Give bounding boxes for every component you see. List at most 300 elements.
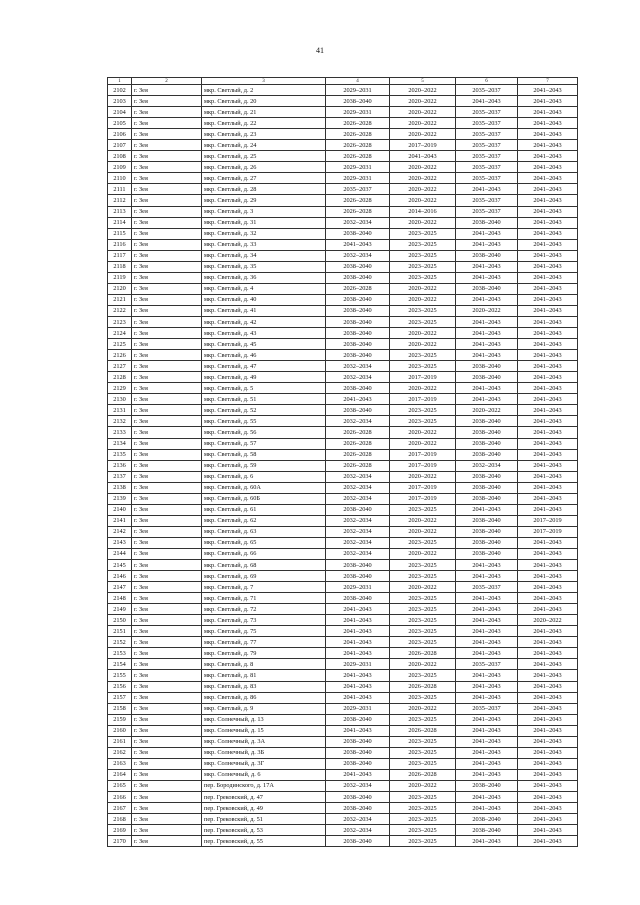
settlement-cell: г. Зея	[132, 692, 202, 703]
address-cell: мкр. Светлый, д. 24	[202, 140, 326, 151]
period-col7-cell: 2041–2043	[518, 173, 578, 184]
period-col7-cell: 2041–2043	[518, 294, 578, 305]
address-cell: мкр. Светлый, д. 81	[202, 670, 326, 681]
address-cell: мкр. Светлый, д. 21	[202, 107, 326, 118]
address-cell: мкр. Светлый, д. 46	[202, 350, 326, 361]
period-col5-cell: 2023–2025	[390, 416, 456, 427]
table-row	[108, 714, 578, 725]
period-col5-cell: 2020–2022	[390, 283, 456, 294]
period-col7-cell: 2041–2043	[518, 283, 578, 294]
settlement-cell: г. Зея	[132, 184, 202, 195]
period-col6-cell: 2041–2043	[456, 593, 518, 604]
period-col7-cell: 2041–2043	[518, 681, 578, 692]
period-col7-cell: 2041–2043	[518, 383, 578, 394]
table-row	[108, 670, 578, 681]
period-col4-cell: 2026–2028	[326, 195, 390, 206]
row-number-cell: 2136	[108, 460, 132, 471]
row-number-cell: 2129	[108, 383, 132, 394]
row-number-cell: 2156	[108, 681, 132, 692]
period-col4-cell: 2041–2043	[326, 604, 390, 615]
settlement-cell: г. Зея	[132, 118, 202, 129]
period-col6-cell: 2038–2040	[456, 537, 518, 548]
settlement-cell: г. Зея	[132, 703, 202, 714]
address-cell: мкр. Светлый, д. 42	[202, 316, 326, 327]
table-row	[108, 261, 578, 272]
settlement-cell: г. Зея	[132, 283, 202, 294]
period-col6-cell: 2041–2043	[456, 736, 518, 747]
period-col4-cell: 2032–2034	[326, 482, 390, 493]
row-number-cell: 2144	[108, 548, 132, 559]
period-col6-cell: 2041–2043	[456, 261, 518, 272]
period-col7-cell: 2041–2043	[518, 548, 578, 559]
settlement-cell: г. Зея	[132, 482, 202, 493]
period-col7-cell: 2041–2043	[518, 714, 578, 725]
period-col6-cell: 2038–2040	[456, 515, 518, 526]
period-col7-cell: 2041–2043	[518, 394, 578, 405]
period-col5-cell: 2020–2022	[390, 438, 456, 449]
settlement-cell: г. Зея	[132, 129, 202, 140]
period-col4-cell: 2041–2043	[326, 670, 390, 681]
period-col4-cell: 2032–2034	[326, 814, 390, 825]
settlement-cell: г. Зея	[132, 96, 202, 107]
period-col6-cell: 2041–2043	[456, 758, 518, 769]
period-col6-cell: 2038–2040	[456, 449, 518, 460]
period-col7-cell: 2041–2043	[518, 162, 578, 173]
period-col4-cell: 2026–2028	[326, 449, 390, 460]
period-col5-cell: 2020–2022	[390, 118, 456, 129]
period-col5-cell: 2020–2022	[390, 526, 456, 537]
period-col7-cell: 2041–2043	[518, 118, 578, 129]
period-col4-cell: 2041–2043	[326, 615, 390, 626]
row-number-cell: 2120	[108, 283, 132, 294]
table-row	[108, 493, 578, 504]
period-col4-cell: 2038–2040	[326, 328, 390, 339]
period-col6-cell: 2035–2037	[456, 206, 518, 217]
period-col4-cell: 2041–2043	[326, 725, 390, 736]
table-row	[108, 438, 578, 449]
table-row	[108, 305, 578, 316]
settlement-cell: г. Зея	[132, 438, 202, 449]
period-col5-cell: 2026–2028	[390, 648, 456, 659]
period-col7-cell: 2041–2043	[518, 836, 578, 847]
period-col4-cell: 2026–2028	[326, 283, 390, 294]
period-col6-cell: 2041–2043	[456, 328, 518, 339]
settlement-cell: г. Зея	[132, 339, 202, 350]
period-col5-cell: 2023–2025	[390, 537, 456, 548]
period-col6-cell: 2038–2040	[456, 548, 518, 559]
period-col5-cell: 2023–2025	[390, 836, 456, 847]
table-row	[108, 272, 578, 283]
row-number-cell: 2166	[108, 792, 132, 803]
period-col4-cell: 2041–2043	[326, 626, 390, 637]
settlement-cell: г. Зея	[132, 361, 202, 372]
period-col7-cell: 2041–2043	[518, 725, 578, 736]
period-col4-cell: 2026–2028	[326, 427, 390, 438]
table-row	[108, 228, 578, 239]
table-row	[108, 239, 578, 250]
period-col5-cell: 2023–2025	[390, 792, 456, 803]
row-number-cell: 2137	[108, 471, 132, 482]
period-col5-cell: 2023–2025	[390, 714, 456, 725]
period-col6-cell: 2038–2040	[456, 493, 518, 504]
period-col5-cell: 2041–2043	[390, 151, 456, 162]
period-col5-cell: 2023–2025	[390, 626, 456, 637]
row-number-cell: 2163	[108, 758, 132, 769]
column-header: 1	[108, 78, 132, 85]
period-col6-cell: 2038–2040	[456, 427, 518, 438]
period-col7-cell: 2041–2043	[518, 736, 578, 747]
period-col6-cell: 2041–2043	[456, 670, 518, 681]
period-col7-cell: 2041–2043	[518, 482, 578, 493]
period-col7-cell: 2041–2043	[518, 769, 578, 780]
period-col4-cell: 2038–2040	[326, 803, 390, 814]
settlement-cell: г. Зея	[132, 714, 202, 725]
settlement-cell: г. Зея	[132, 394, 202, 405]
period-col5-cell: 2023–2025	[390, 747, 456, 758]
period-col4-cell: 2038–2040	[326, 571, 390, 582]
period-col5-cell: 2023–2025	[390, 261, 456, 272]
period-col5-cell: 2020–2022	[390, 471, 456, 482]
address-cell: мкр. Светлый, д. 52	[202, 405, 326, 416]
table-row	[108, 372, 578, 383]
settlement-cell: г. Зея	[132, 316, 202, 327]
period-col7-cell: 2041–2043	[518, 140, 578, 151]
period-col7-cell: 2041–2043	[518, 792, 578, 803]
period-col4-cell: 2032–2034	[326, 548, 390, 559]
period-col4-cell: 2038–2040	[326, 593, 390, 604]
row-number-cell: 2153	[108, 648, 132, 659]
period-col4-cell: 2038–2040	[326, 747, 390, 758]
table-row	[108, 692, 578, 703]
period-col7-cell: 2041–2043	[518, 571, 578, 582]
row-number-cell: 2140	[108, 504, 132, 515]
period-col4-cell: 2032–2034	[326, 825, 390, 836]
table-row	[108, 140, 578, 151]
period-col4-cell: 2038–2040	[326, 228, 390, 239]
period-col7-cell: 2041–2043	[518, 703, 578, 714]
table-row	[108, 383, 578, 394]
period-col7-cell: 2041–2043	[518, 593, 578, 604]
period-col7-cell: 2017–2019	[518, 526, 578, 537]
row-number-cell: 2119	[108, 272, 132, 283]
settlement-cell: г. Зея	[132, 780, 202, 791]
table-row	[108, 648, 578, 659]
period-col6-cell: 2035–2037	[456, 659, 518, 670]
row-number-cell: 2161	[108, 736, 132, 747]
period-col5-cell: 2014–2016	[390, 206, 456, 217]
period-col7-cell: 2041–2043	[518, 438, 578, 449]
settlement-cell: г. Зея	[132, 515, 202, 526]
row-number-cell: 2102	[108, 85, 132, 96]
period-col7-cell: 2041–2043	[518, 537, 578, 548]
address-cell: мкр. Светлый, д. 45	[202, 339, 326, 350]
period-col7-cell: 2020–2022	[518, 615, 578, 626]
row-number-cell: 2132	[108, 416, 132, 427]
address-cell: мкр. Светлый, д. 47	[202, 361, 326, 372]
address-cell: пер. Грековский, д. 55	[202, 836, 326, 847]
address-cell: мкр. Светлый, д. 25	[202, 151, 326, 162]
settlement-cell: г. Зея	[132, 825, 202, 836]
table-row	[108, 405, 578, 416]
period-col7-cell: 2041–2043	[518, 626, 578, 637]
row-number-cell: 2114	[108, 217, 132, 228]
address-cell: мкр. Светлый, д. 83	[202, 681, 326, 692]
period-col7-cell: 2041–2043	[518, 692, 578, 703]
period-col7-cell: 2041–2043	[518, 604, 578, 615]
settlement-cell: г. Зея	[132, 427, 202, 438]
address-cell: мкр. Светлый, д. 40	[202, 294, 326, 305]
settlement-cell: г. Зея	[132, 548, 202, 559]
row-number-cell: 2103	[108, 96, 132, 107]
period-col4-cell: 2032–2034	[326, 416, 390, 427]
row-number-cell: 2108	[108, 151, 132, 162]
address-cell: мкр. Светлый, д. 77	[202, 637, 326, 648]
period-col4-cell: 2038–2040	[326, 350, 390, 361]
period-col7-cell: 2041–2043	[518, 648, 578, 659]
row-number-cell: 2167	[108, 803, 132, 814]
period-col4-cell: 2041–2043	[326, 648, 390, 659]
period-col7-cell: 2041–2043	[518, 339, 578, 350]
table-row	[108, 836, 578, 847]
period-col4-cell: 2038–2040	[326, 96, 390, 107]
column-header: 4	[326, 78, 390, 85]
period-col7-cell: 2041–2043	[518, 107, 578, 118]
row-number-cell: 2134	[108, 438, 132, 449]
settlement-cell: г. Зея	[132, 162, 202, 173]
address-cell: мкр. Светлый, д. 22	[202, 118, 326, 129]
period-col6-cell: 2038–2040	[456, 471, 518, 482]
table-row	[108, 482, 578, 493]
period-col6-cell: 2041–2043	[456, 560, 518, 571]
table-row	[108, 316, 578, 327]
period-col7-cell: 2041–2043	[518, 206, 578, 217]
period-col6-cell: 2041–2043	[456, 96, 518, 107]
period-col4-cell: 2026–2028	[326, 438, 390, 449]
period-col6-cell: 2035–2037	[456, 173, 518, 184]
period-col7-cell: 2041–2043	[518, 217, 578, 228]
table-row	[108, 681, 578, 692]
address-cell: мкр. Светлый, д. 8	[202, 659, 326, 670]
period-col4-cell: 2038–2040	[326, 383, 390, 394]
period-col7-cell: 2041–2043	[518, 758, 578, 769]
address-cell: мкр. Светлый, д. 66	[202, 548, 326, 559]
table-row	[108, 814, 578, 825]
address-cell: пер. Грековский, д. 53	[202, 825, 326, 836]
row-number-cell: 2146	[108, 571, 132, 582]
settlement-cell: г. Зея	[132, 383, 202, 394]
row-number-cell: 2147	[108, 582, 132, 593]
address-cell: мкр. Светлый, д. 41	[202, 305, 326, 316]
period-col4-cell: 2041–2043	[326, 692, 390, 703]
address-cell: мкр. Светлый, д. 43	[202, 328, 326, 339]
period-col6-cell: 2041–2043	[456, 394, 518, 405]
table-row	[108, 626, 578, 637]
period-col5-cell: 2023–2025	[390, 825, 456, 836]
period-col6-cell: 2041–2043	[456, 681, 518, 692]
table-row	[108, 725, 578, 736]
settlement-cell: г. Зея	[132, 659, 202, 670]
settlement-cell: г. Зея	[132, 250, 202, 261]
period-col4-cell: 2038–2040	[326, 504, 390, 515]
period-col6-cell: 2020–2022	[456, 305, 518, 316]
period-col5-cell: 2020–2022	[390, 96, 456, 107]
settlement-cell: г. Зея	[132, 582, 202, 593]
period-col7-cell: 2041–2043	[518, 582, 578, 593]
period-col6-cell: 2041–2043	[456, 383, 518, 394]
table-row	[108, 294, 578, 305]
period-col5-cell: 2023–2025	[390, 692, 456, 703]
period-col7-cell: 2041–2043	[518, 825, 578, 836]
period-col6-cell: 2041–2043	[456, 504, 518, 515]
column-header: 3	[202, 78, 326, 85]
period-col4-cell: 2032–2034	[326, 471, 390, 482]
address-cell: мкр. Светлый, д. 7	[202, 582, 326, 593]
period-col6-cell: 2041–2043	[456, 239, 518, 250]
period-col4-cell: 2032–2034	[326, 217, 390, 228]
row-number-cell: 2169	[108, 825, 132, 836]
period-col5-cell: 2026–2028	[390, 725, 456, 736]
table-row	[108, 471, 578, 482]
row-number-cell: 2142	[108, 526, 132, 537]
period-col7-cell: 2041–2043	[518, 350, 578, 361]
address-cell: пер. Грековский, д. 51	[202, 814, 326, 825]
period-col4-cell: 2026–2028	[326, 460, 390, 471]
settlement-cell: г. Зея	[132, 626, 202, 637]
row-number-cell: 2157	[108, 692, 132, 703]
table-row	[108, 780, 578, 791]
row-number-cell: 2133	[108, 427, 132, 438]
settlement-cell: г. Зея	[132, 593, 202, 604]
period-col7-cell: 2041–2043	[518, 504, 578, 515]
settlement-cell: г. Зея	[132, 405, 202, 416]
period-col4-cell: 2041–2043	[326, 681, 390, 692]
period-col4-cell: 2038–2040	[326, 836, 390, 847]
row-number-cell: 2124	[108, 328, 132, 339]
period-col4-cell: 2032–2034	[326, 372, 390, 383]
period-col7-cell: 2041–2043	[518, 316, 578, 327]
period-col7-cell: 2041–2043	[518, 328, 578, 339]
period-col4-cell: 2041–2043	[326, 394, 390, 405]
address-cell: пер. Грековский, д. 49	[202, 803, 326, 814]
settlement-cell: г. Зея	[132, 228, 202, 239]
period-col5-cell: 2023–2025	[390, 250, 456, 261]
header-row	[108, 78, 578, 85]
period-col6-cell: 2041–2043	[456, 648, 518, 659]
period-col7-cell: 2041–2043	[518, 151, 578, 162]
period-col6-cell: 2041–2043	[456, 836, 518, 847]
period-col6-cell: 2041–2043	[456, 604, 518, 615]
address-cell: мкр. Светлый, д. 33	[202, 239, 326, 250]
period-col4-cell: 2029–2031	[326, 162, 390, 173]
row-number-cell: 2139	[108, 493, 132, 504]
address-cell: мкр. Светлый, д. 4	[202, 283, 326, 294]
period-col6-cell: 2038–2040	[456, 825, 518, 836]
period-col5-cell: 2017–2019	[390, 493, 456, 504]
period-col7-cell: 2041–2043	[518, 228, 578, 239]
period-col4-cell: 2038–2040	[326, 272, 390, 283]
column-header: 6	[456, 78, 518, 85]
row-number-cell: 2111	[108, 184, 132, 195]
address-cell: пер. Бородинского, д. 17А	[202, 780, 326, 791]
table-row	[108, 173, 578, 184]
table-row	[108, 747, 578, 758]
period-col7-cell: 2041–2043	[518, 427, 578, 438]
period-col6-cell: 2035–2037	[456, 162, 518, 173]
table-row	[108, 328, 578, 339]
table-row	[108, 427, 578, 438]
table-row	[108, 825, 578, 836]
table-row	[108, 96, 578, 107]
period-col5-cell: 2023–2025	[390, 504, 456, 515]
table-row	[108, 394, 578, 405]
column-header: 2	[132, 78, 202, 85]
period-col6-cell: 2035–2037	[456, 85, 518, 96]
period-col6-cell: 2041–2043	[456, 228, 518, 239]
address-cell: мкр. Светлый, д. 86	[202, 692, 326, 703]
period-col4-cell: 2038–2040	[326, 339, 390, 350]
period-col5-cell: 2020–2022	[390, 339, 456, 350]
table-body	[108, 85, 578, 847]
period-col6-cell: 2032–2034	[456, 460, 518, 471]
address-cell: мкр. Светлый, д. 75	[202, 626, 326, 637]
settlement-cell: г. Зея	[132, 261, 202, 272]
period-col4-cell: 2029–2031	[326, 107, 390, 118]
settlement-cell: г. Зея	[132, 195, 202, 206]
settlement-cell: г. Зея	[132, 305, 202, 316]
address-cell: мкр. Светлый, д. 69	[202, 571, 326, 582]
period-col6-cell: 2041–2043	[456, 350, 518, 361]
period-col6-cell: 2038–2040	[456, 526, 518, 537]
row-number-cell: 2165	[108, 780, 132, 791]
settlement-cell: г. Зея	[132, 471, 202, 482]
row-number-cell: 2128	[108, 372, 132, 383]
period-col6-cell: 2038–2040	[456, 361, 518, 372]
table-row	[108, 195, 578, 206]
address-cell: мкр. Солнечный, д. 6	[202, 769, 326, 780]
period-col5-cell: 2023–2025	[390, 350, 456, 361]
address-cell: мкр. Светлый, д. 68	[202, 560, 326, 571]
period-col6-cell: 2041–2043	[456, 747, 518, 758]
table-row	[108, 615, 578, 626]
row-number-cell: 2152	[108, 637, 132, 648]
period-col4-cell: 2038–2040	[326, 792, 390, 803]
row-number-cell: 2143	[108, 537, 132, 548]
settlement-cell: г. Зея	[132, 560, 202, 571]
address-cell: мкр. Светлый, д. 3	[202, 206, 326, 217]
address-cell: мкр. Солнечный, д. 15	[202, 725, 326, 736]
address-cell: мкр. Светлый, д. 36	[202, 272, 326, 283]
row-number-cell: 2121	[108, 294, 132, 305]
period-col6-cell: 2038–2040	[456, 438, 518, 449]
row-number-cell: 2164	[108, 769, 132, 780]
address-cell: мкр. Солнечный, д. 13	[202, 714, 326, 725]
period-col6-cell: 2041–2043	[456, 615, 518, 626]
period-col5-cell: 2017–2019	[390, 482, 456, 493]
period-col4-cell: 2032–2034	[326, 780, 390, 791]
period-col5-cell: 2023–2025	[390, 615, 456, 626]
address-cell: мкр. Светлый, д. 51	[202, 394, 326, 405]
table-row	[108, 769, 578, 780]
period-col4-cell: 2026–2028	[326, 140, 390, 151]
period-col6-cell: 2041–2043	[456, 626, 518, 637]
table-row	[108, 184, 578, 195]
table-row	[108, 703, 578, 714]
row-number-cell: 2145	[108, 560, 132, 571]
settlement-cell: г. Зея	[132, 758, 202, 769]
period-col7-cell: 2017–2019	[518, 515, 578, 526]
period-col6-cell: 2038–2040	[456, 780, 518, 791]
period-col6-cell: 2038–2040	[456, 283, 518, 294]
